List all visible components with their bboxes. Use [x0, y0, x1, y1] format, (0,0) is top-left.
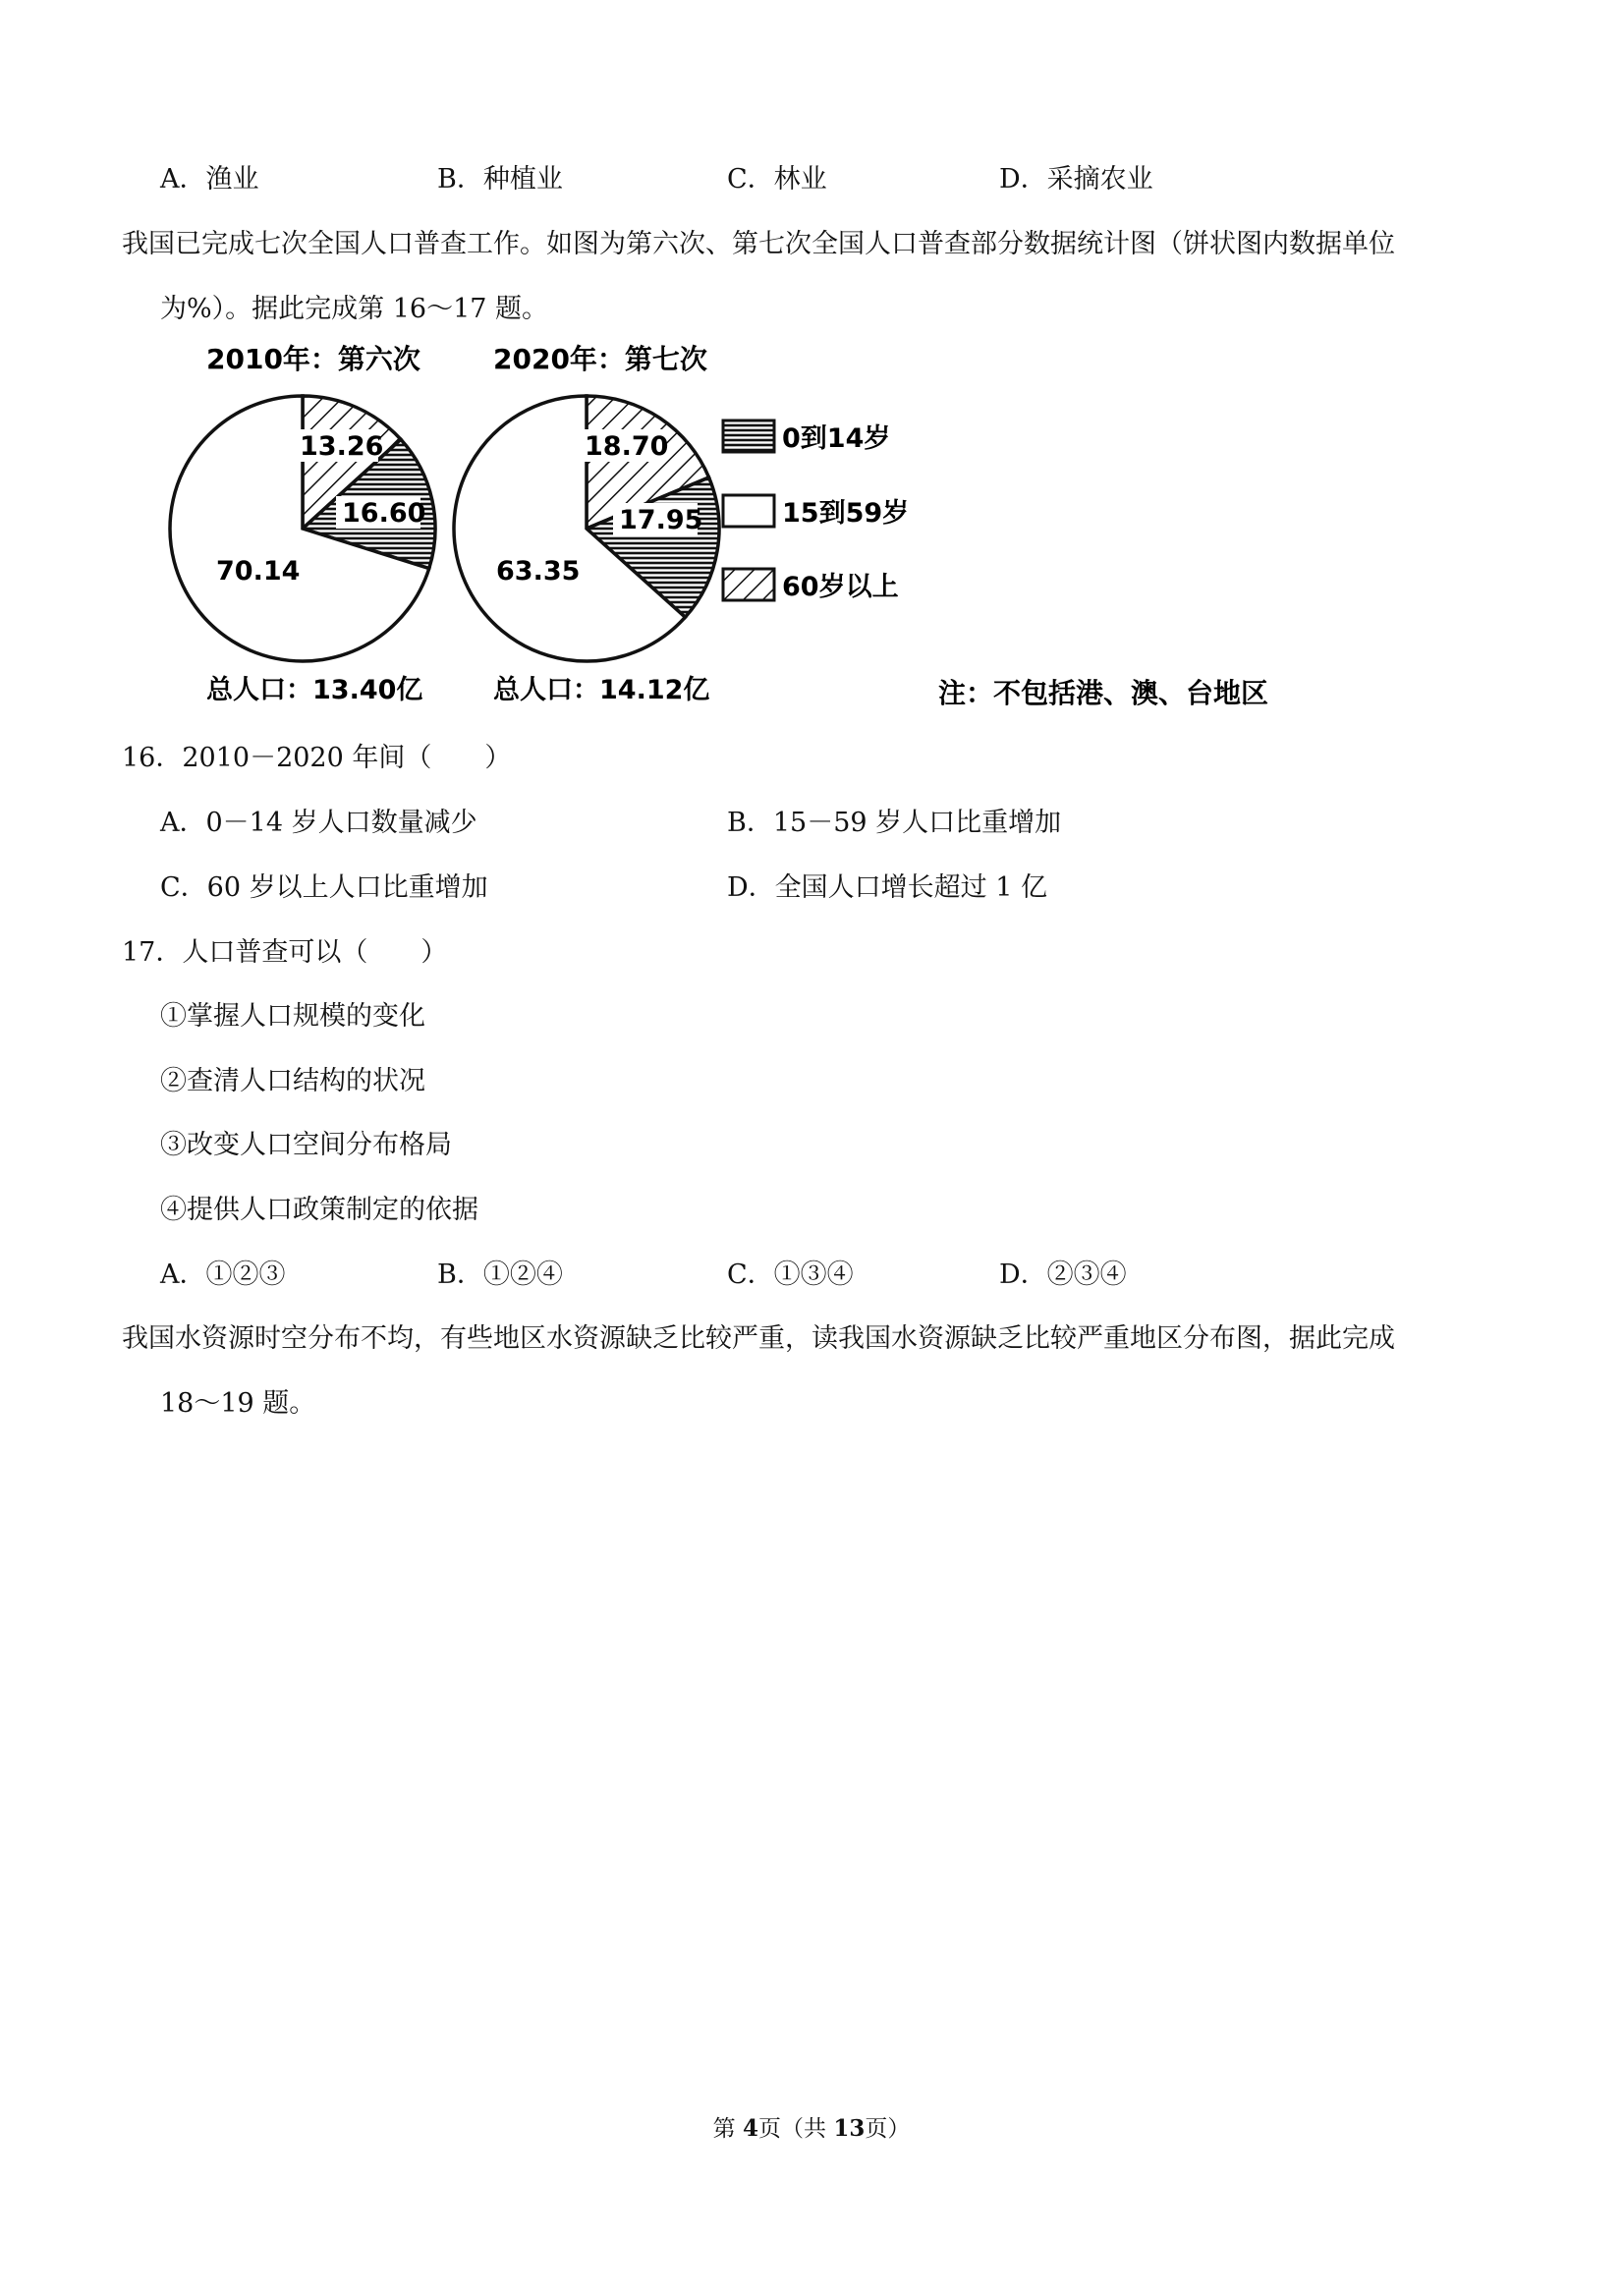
footer-total-pages: 13 [833, 2115, 866, 2142]
q16-option-d: D．全国人口增长超过 1 亿 [727, 872, 1047, 903]
pie-0-label-60-plus: 13.26 [300, 431, 384, 462]
q17-item-4: ④提供人口政策制定的依据 [160, 1195, 478, 1225]
q16-option-c: C．60 岁以上人口比重增加 [160, 872, 488, 903]
q16-option-a: A．0－14 岁人口数量减少 [160, 808, 477, 838]
q15-option-c: C．林业 [727, 164, 827, 195]
q15-option-b: B．种植业 [437, 164, 563, 195]
q15-option-a: A．渔业 [160, 164, 259, 195]
pie-1-label-60-plus: 18.70 [585, 431, 669, 462]
pie-0-label-15-59: 70.14 [216, 556, 301, 587]
q16-option-b: B．15－59 岁人口比重增加 [727, 808, 1062, 838]
chart-note: 注：不包括港、澳、台地区 [938, 677, 1269, 709]
legend-label-0-14: 0到14岁 [782, 423, 891, 454]
legend-swatch-60-plus [723, 569, 774, 600]
population-census-pie-charts [147, 339, 1307, 717]
footer-suffix: 页） [865, 2116, 911, 2142]
legend-label-15-59: 15到59岁 [782, 498, 910, 529]
pie-0-total: 总人口：13.40亿 [206, 675, 423, 705]
footer-page-number: 4 [742, 2115, 758, 2142]
q17-option-d: D．②③④ [999, 1260, 1127, 1290]
footer-prefix: 第 [712, 2116, 743, 2142]
q16-stem: 16．2010－2020 年间（ ） [122, 743, 512, 773]
pie-1-label-0-14: 17.95 [619, 505, 703, 535]
q17-option-a: A．①②③ [160, 1260, 286, 1290]
q17-stem: 17．人口普查可以（ ） [122, 937, 448, 968]
legend [723, 420, 909, 602]
legend-swatch-0-14 [723, 420, 774, 452]
page-footer [0, 2110, 1623, 2143]
q17-item-1: ①掌握人口规模的变化 [160, 1001, 425, 1032]
footer-middle: 页（共 [758, 2116, 834, 2142]
pie-0-title: 2010年：第六次 [206, 343, 420, 375]
pie-1-total: 总人口：14.12亿 [493, 675, 710, 705]
q15-option-d: D．采摘农业 [999, 164, 1153, 195]
legend-label-60-plus: 60岁以上 [782, 572, 899, 602]
pie-2020 [454, 343, 719, 705]
intro-18-19-line1: 我国水资源时空分布不均，有些地区水资源缺乏比较严重，读我国水资源缺乏比较严重地区分布图，据此完成 [122, 1323, 1395, 1354]
pie-1-label-15-59: 63.35 [496, 556, 581, 587]
intro-18-19-line2: 18～19 题。 [160, 1388, 316, 1419]
pie-0-label-0-14: 16.60 [342, 498, 426, 529]
q17-item-2: ②查清人口结构的状况 [160, 1066, 425, 1096]
legend-swatch-15-59 [723, 495, 774, 527]
intro-16-17-line2: 为%）。据此完成第 16～17 题。 [160, 294, 549, 324]
intro-16-17-line1: 我国已完成七次全国人口普查工作。如图为第六次、第七次全国人口普查部分数据统计图（饼状图内数据单位 [122, 229, 1395, 259]
q17-item-3: ③改变人口空间分布格局 [160, 1130, 452, 1160]
pie-1-title: 2020年：第七次 [493, 343, 707, 375]
q17-option-b: B．①②④ [437, 1260, 563, 1290]
pie-2010 [170, 343, 435, 705]
q17-option-c: C．①③④ [727, 1260, 854, 1290]
